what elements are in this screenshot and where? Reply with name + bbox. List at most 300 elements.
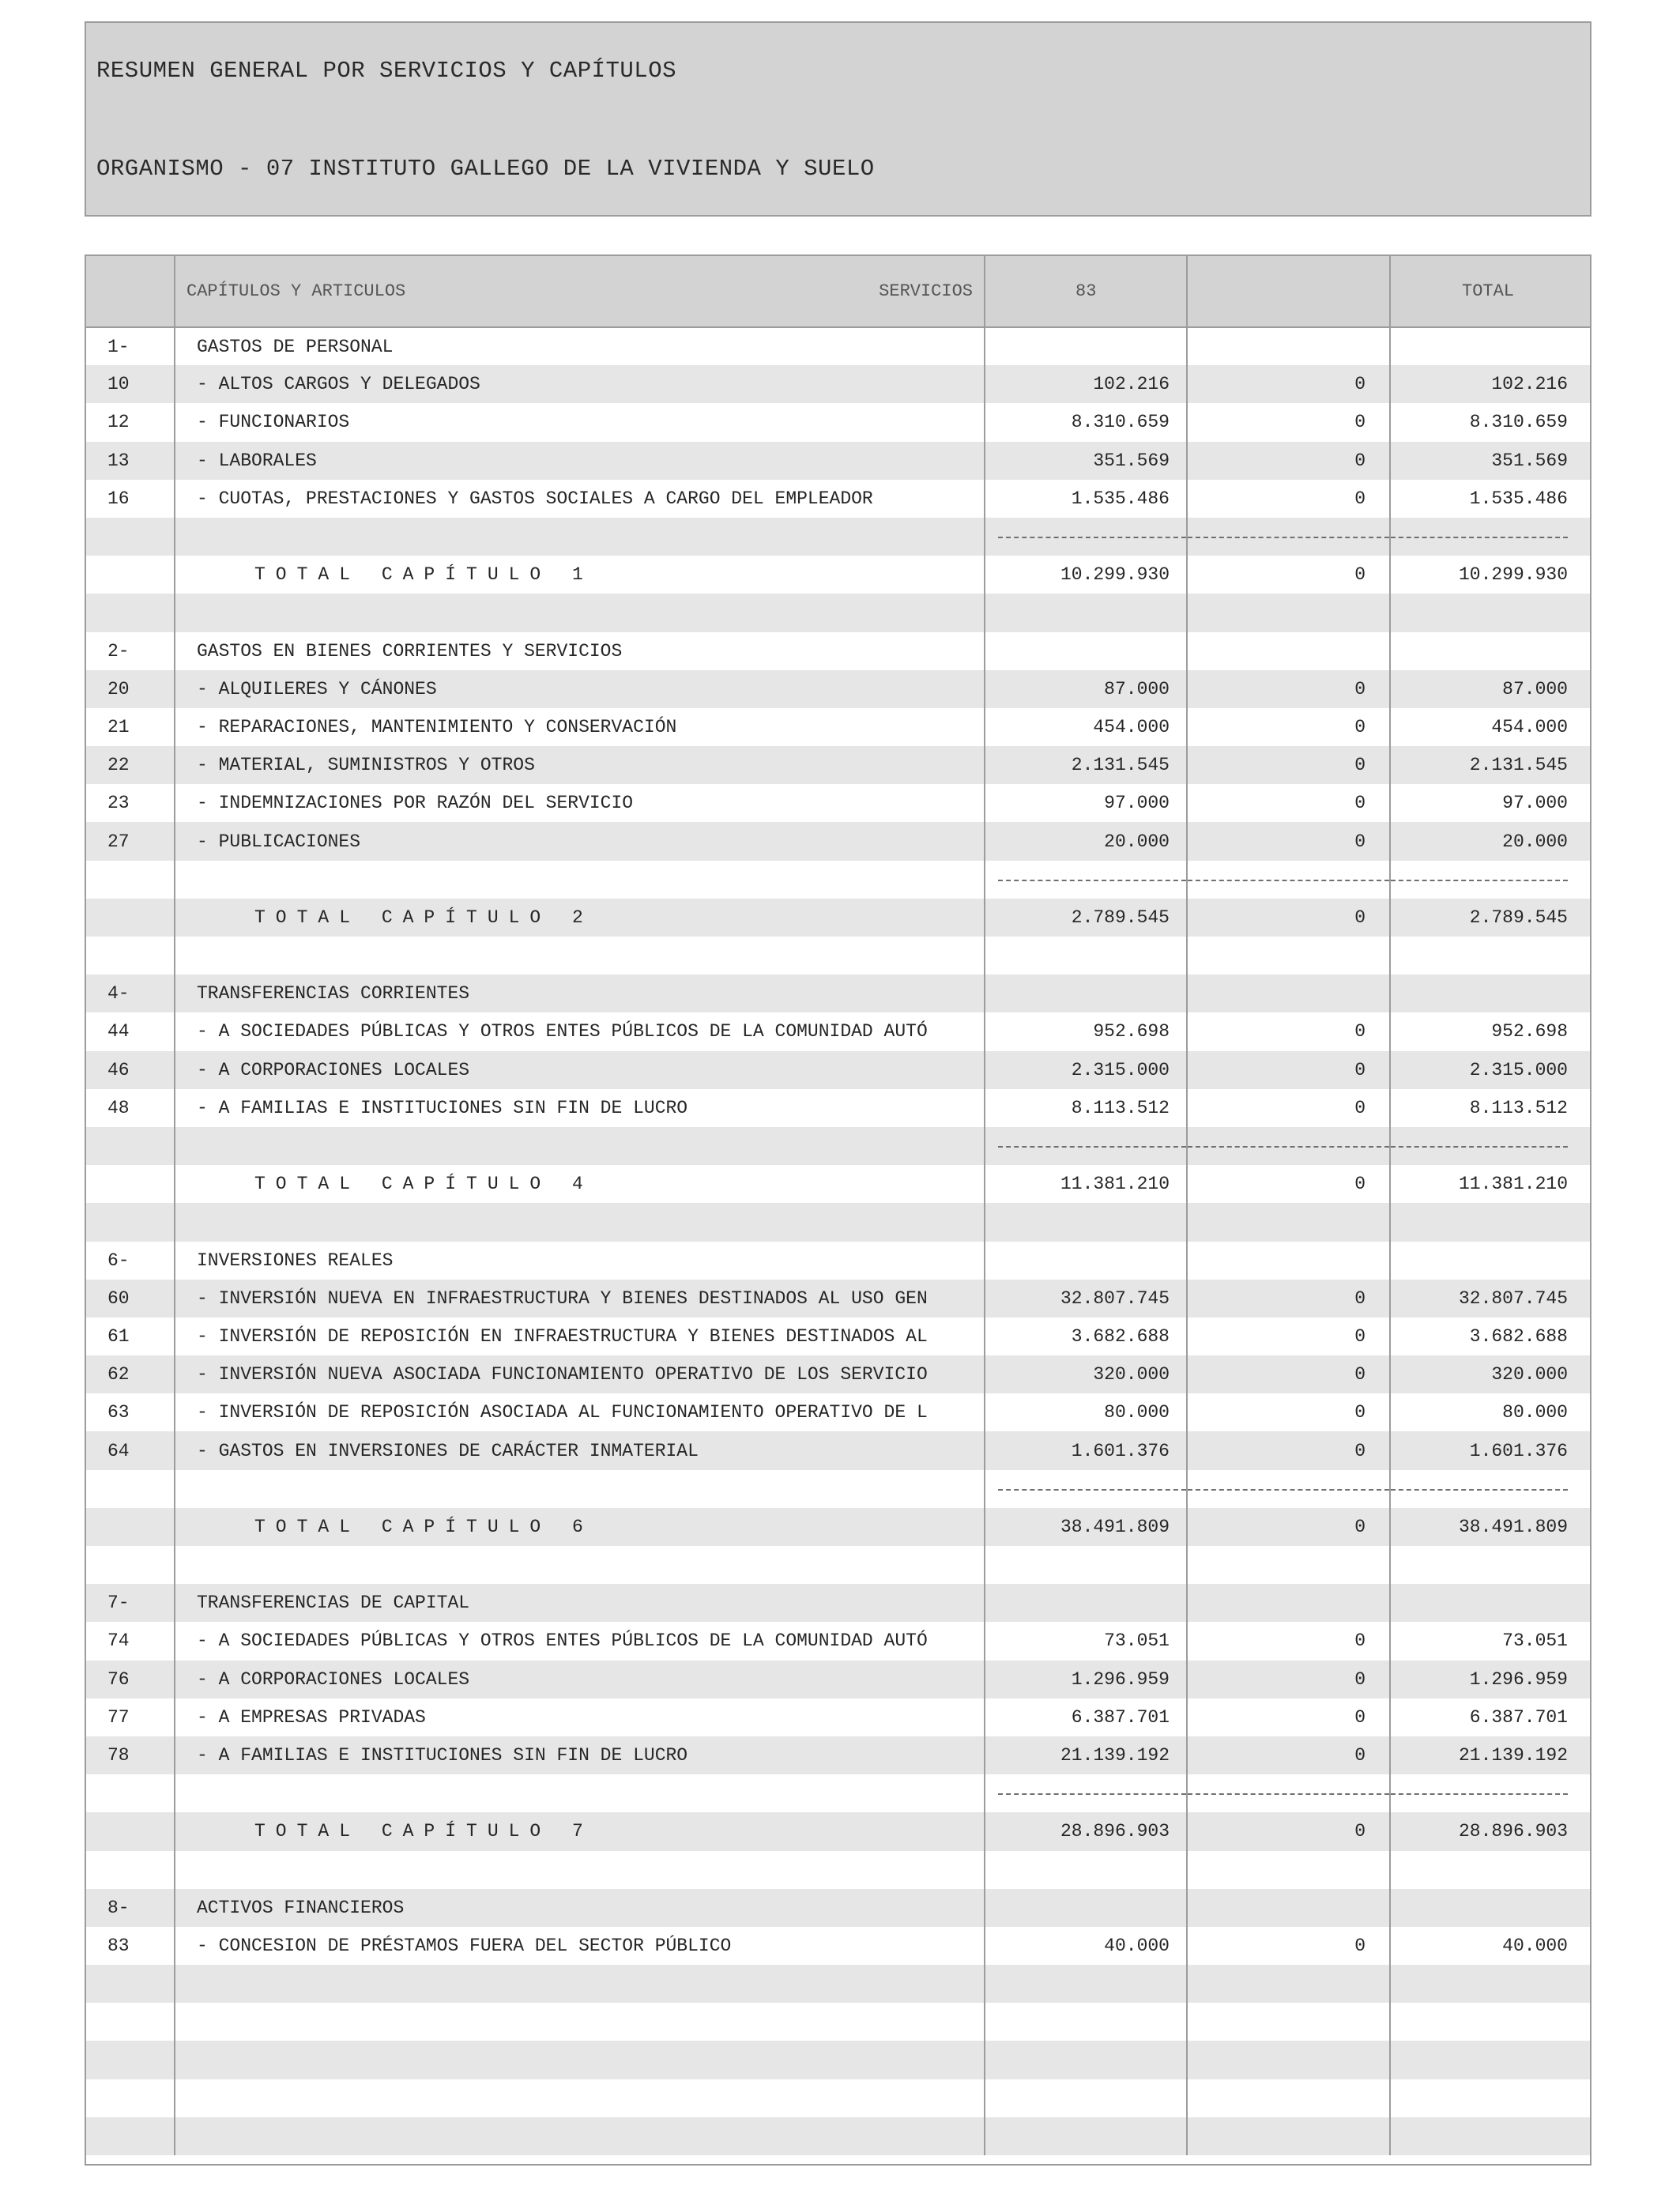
dashed-separator-line [998, 1146, 1186, 1148]
table-row-chapter [86, 974, 1590, 1012]
row-description: - ALQUILERES Y CÁNONES [175, 670, 985, 708]
row-service-83-value: 1.601.376 [985, 1431, 1187, 1469]
empty-cell [1187, 1203, 1390, 1241]
table-row-item [86, 1927, 1590, 1965]
row-total-value [1390, 974, 1590, 1012]
table-row-blank [86, 1203, 1590, 1241]
empty-cell [1187, 1546, 1390, 1584]
table-row-item [86, 784, 1590, 822]
row-total-value: 454.000 [1491, 716, 1568, 737]
row-code: 48 [86, 1089, 175, 1127]
empty-cell [1390, 594, 1590, 631]
table-row-item [86, 1622, 1590, 1660]
empty-cell [1390, 2117, 1590, 2155]
chapter-total-service-83: 10.299.930 [985, 556, 1187, 594]
header-chapters-label: CAPÍTULOS Y ARTICULOS [186, 281, 406, 301]
empty-cell [86, 2041, 175, 2079]
row-total-value: 20.000 [1502, 831, 1568, 852]
row-code: 8- [86, 1889, 175, 1927]
row-service-83-value [985, 1584, 1187, 1622]
row-code [86, 1508, 175, 1546]
row-service-83-value: 3.682.688 [985, 1318, 1187, 1355]
row-other-value [1187, 1584, 1390, 1622]
empty-cell [175, 1546, 985, 1584]
header-code-cell [86, 256, 175, 327]
chapter-total-value: 2.789.545 [1469, 907, 1568, 928]
dashed-separator-line [1188, 1489, 1389, 1491]
row-total-value: 320.000 [1491, 1364, 1568, 1385]
separator-cell [985, 518, 1187, 556]
separator-cell [1390, 861, 1590, 899]
row-description: - A SOCIEDADES PÚBLICAS Y OTROS ENTES PÚBLICOS DE LA COMUNIDAD AUTÓ [175, 1622, 985, 1660]
row-other-value: 0 [1187, 708, 1390, 746]
empty-cell [175, 2079, 985, 2117]
separator-cell [1187, 518, 1390, 556]
row-description: - LABORALES [175, 442, 985, 480]
row-code: 27 [86, 822, 175, 860]
row-code: 83 [86, 1927, 175, 1965]
row-service-83-value: 6.387.701 [985, 1698, 1187, 1736]
empty-cell [86, 2079, 175, 2117]
empty-cell [1187, 1851, 1390, 1889]
row-description: TRANSFERENCIAS DE CAPITAL [175, 1584, 985, 1622]
row-code [86, 1470, 175, 1508]
row-description: - A CORPORACIONES LOCALES [175, 1051, 985, 1089]
table-row-blank [86, 2117, 1590, 2155]
row-service-83-value: 80.000 [985, 1393, 1187, 1431]
row-description: - ALTOS CARGOS Y DELEGADOS [175, 365, 985, 403]
row-total-value: 6.387.701 [1469, 1706, 1568, 1728]
row-code: 46 [86, 1051, 175, 1089]
row-description: - INVERSIÓN DE REPOSICIÓN ASOCIADA AL FUNCIONAMIENTO OPERATIVO DE L [175, 1393, 985, 1431]
row-service-83-value: 21.139.192 [985, 1736, 1187, 1774]
chapter-total-value: 28.896.903 [1458, 1821, 1568, 1842]
row-description [175, 1774, 985, 1812]
row-total-value: 102.216 [1491, 374, 1568, 395]
row-total-value: 3.682.688 [1469, 1325, 1568, 1347]
chapter-total-value: 38.491.809 [1458, 1516, 1568, 1537]
empty-cell [1187, 2041, 1390, 2079]
header-total: TOTAL [1390, 256, 1590, 327]
row-service-83-value [985, 327, 1187, 365]
row-service-83-value: 8.310.659 [985, 403, 1187, 441]
row-total-value: 80.000 [1502, 1402, 1568, 1423]
row-other-value: 0 [1187, 1736, 1390, 1774]
row-description: GASTOS DE PERSONAL [175, 327, 985, 365]
row-total-value [1390, 1889, 1590, 1927]
dashed-separator-line [998, 1793, 1186, 1795]
row-other-value: 0 [1187, 1622, 1390, 1660]
row-other-value: 0 [1187, 1393, 1390, 1431]
table-row-item [86, 746, 1590, 784]
empty-cell [1187, 937, 1390, 974]
row-description: GASTOS EN BIENES CORRIENTES Y SERVICIOS [175, 632, 985, 670]
row-description: INVERSIONES REALES [175, 1242, 985, 1280]
table-row-item [86, 1280, 1590, 1318]
row-other-value: 0 [1187, 403, 1390, 441]
header-empty-column [1187, 256, 1390, 327]
chapter-total-label: TOTAL CAPÍTULO 7 [175, 1812, 985, 1850]
table-row-item [86, 365, 1590, 403]
row-description [175, 518, 985, 556]
chapter-total-other: 0 [1187, 1165, 1390, 1203]
chapter-total-service-83: 2.789.545 [985, 899, 1187, 937]
row-total-value: 40.000 [1502, 1935, 1568, 1956]
separator-cell [985, 1127, 1187, 1165]
chapter-total-label: TOTAL CAPÍTULO 1 [175, 556, 985, 594]
dashed-separator-line [1391, 537, 1568, 538]
row-description: - A SOCIEDADES PÚBLICAS Y OTROS ENTES PÚBLICOS DE LA COMUNIDAD AUTÓ [175, 1012, 985, 1050]
table-row-dash [86, 518, 1590, 556]
separator-cell [1390, 518, 1590, 556]
row-description: - MATERIAL, SUMINISTROS Y OTROS [175, 746, 985, 784]
row-service-83-value [985, 974, 1187, 1012]
row-service-83-value [985, 632, 1187, 670]
empty-cell [1390, 1203, 1590, 1241]
chapter-total-other: 0 [1187, 1812, 1390, 1850]
row-code: 23 [86, 784, 175, 822]
row-code: 74 [86, 1622, 175, 1660]
empty-cell [1390, 937, 1590, 974]
dashed-separator-line [998, 880, 1186, 881]
separator-cell [1390, 1470, 1590, 1508]
empty-cell [175, 937, 985, 974]
row-description [175, 861, 985, 899]
table-row-total [86, 899, 1590, 937]
row-code: 78 [86, 1736, 175, 1774]
separator-cell [1187, 861, 1390, 899]
empty-cell [86, 1851, 175, 1889]
row-service-83-value: 2.315.000 [985, 1051, 1187, 1089]
row-code [86, 518, 175, 556]
row-service-83-value [985, 1242, 1187, 1280]
row-total-value [1390, 327, 1590, 365]
row-code [86, 861, 175, 899]
row-code: 61 [86, 1318, 175, 1355]
empty-cell [1187, 1965, 1390, 2003]
row-service-83-value: 20.000 [985, 822, 1187, 860]
dashed-separator-line [1391, 1793, 1568, 1795]
row-other-value [1187, 632, 1390, 670]
table-row-item [86, 822, 1590, 860]
empty-cell [1187, 2003, 1390, 2041]
table-row-item [86, 1012, 1590, 1050]
row-total-value: 351.569 [1491, 450, 1568, 471]
table-row-total [86, 1508, 1590, 1546]
row-total-value: 1.535.486 [1469, 488, 1568, 509]
chapter-total-value: 10.299.930 [1458, 564, 1568, 586]
row-service-83-value: 97.000 [985, 784, 1187, 822]
table-row-chapter [86, 1584, 1590, 1622]
row-total-value: 952.698 [1491, 1021, 1568, 1042]
row-service-83-value: 1.535.486 [985, 480, 1187, 518]
row-description: - INVERSIÓN DE REPOSICIÓN EN INFRAESTRUCTURA Y BIENES DESTINADOS AL [175, 1318, 985, 1355]
row-service-83-value: 351.569 [985, 442, 1187, 480]
table-row-total [86, 556, 1590, 594]
empty-cell [86, 937, 175, 974]
row-other-value: 0 [1187, 1012, 1390, 1050]
row-total-value: 1.296.959 [1469, 1668, 1568, 1690]
row-description: - CONCESION DE PRÉSTAMOS FUERA DEL SECTOR PÚBLICO [175, 1927, 985, 1965]
empty-cell [175, 2117, 985, 2155]
row-total-value: 1.601.376 [1469, 1440, 1568, 1461]
separator-cell [1390, 1127, 1590, 1165]
table-row-chapter [86, 327, 1590, 365]
row-other-value: 0 [1187, 1280, 1390, 1318]
row-description: - A EMPRESAS PRIVADAS [175, 1698, 985, 1736]
row-code: 4- [86, 974, 175, 1012]
dashed-separator-line [1188, 537, 1389, 538]
row-code [86, 1812, 175, 1850]
table-row-blank [86, 2041, 1590, 2079]
empty-cell [1390, 2041, 1590, 2079]
empty-cell [175, 2003, 985, 2041]
row-description: - INVERSIÓN NUEVA ASOCIADA FUNCIONAMIENTO OPERATIVO DE LOS SERVICIO [175, 1355, 985, 1393]
row-code: 2- [86, 632, 175, 670]
table-row-blank [86, 1851, 1590, 1889]
row-code: 7- [86, 1584, 175, 1622]
row-code [86, 556, 175, 594]
row-total-value: 87.000 [1502, 678, 1568, 699]
table-row-blank [86, 937, 1590, 974]
header-chapters-cell [175, 256, 985, 327]
table-row-item [86, 1431, 1590, 1469]
chapter-total-label: TOTAL CAPÍTULO 2 [175, 899, 985, 937]
table-row-dash [86, 1127, 1590, 1165]
row-code [86, 899, 175, 937]
table-row-dash [86, 861, 1590, 899]
row-total-value: 73.051 [1502, 1630, 1568, 1652]
empty-cell [175, 594, 985, 631]
empty-cell [1187, 2079, 1390, 2117]
row-code [86, 1774, 175, 1812]
row-description: TRANSFERENCIAS CORRIENTES [175, 974, 985, 1012]
row-other-value: 0 [1187, 1355, 1390, 1393]
chapter-total-label: TOTAL CAPÍTULO 4 [175, 1165, 985, 1203]
empty-cell [86, 594, 175, 631]
row-description: - GASTOS EN INVERSIONES DE CARÁCTER INMATERIAL [175, 1431, 985, 1469]
row-service-83-value: 2.131.545 [985, 746, 1187, 784]
header-service-83: 83 [985, 256, 1187, 327]
row-code: 20 [86, 670, 175, 708]
chapter-total-other: 0 [1187, 1508, 1390, 1546]
row-total-value: 32.807.745 [1458, 1287, 1568, 1309]
dashed-separator-line [1391, 1146, 1568, 1148]
table-row-item [86, 1393, 1590, 1431]
row-total-value: 8.310.659 [1469, 412, 1568, 433]
table-row-item [86, 480, 1590, 518]
table-body [86, 327, 1590, 2155]
row-other-value [1187, 1889, 1390, 1927]
empty-cell [175, 2041, 985, 2079]
empty-cell [985, 1546, 1187, 1584]
row-service-83-value: 454.000 [985, 708, 1187, 746]
row-service-83-value: 952.698 [985, 1012, 1187, 1050]
table-row-dash [86, 1774, 1590, 1812]
row-code: 13 [86, 442, 175, 480]
row-service-83-value: 102.216 [985, 365, 1187, 403]
chapter-total-other: 0 [1187, 556, 1390, 594]
table-row-item [86, 403, 1590, 441]
row-service-83-value: 87.000 [985, 670, 1187, 708]
row-description: - FUNCIONARIOS [175, 403, 985, 441]
table-row-item [86, 1051, 1590, 1089]
empty-cell [1187, 2117, 1390, 2155]
empty-cell [1390, 2079, 1590, 2117]
table-row-total [86, 1165, 1590, 1203]
empty-cell [86, 2117, 175, 2155]
row-code: 63 [86, 1393, 175, 1431]
separator-cell [985, 1470, 1187, 1508]
empty-cell [985, 2003, 1187, 2041]
row-other-value: 0 [1187, 1318, 1390, 1355]
row-total-value: 8.113.512 [1469, 1097, 1568, 1118]
table-row-item [86, 1318, 1590, 1355]
table-row-chapter [86, 1242, 1590, 1280]
organism-title: ORGANISMO - 07 INSTITUTO GALLEGO DE LA VIVIENDA Y SUELO [96, 156, 875, 182]
row-code: 76 [86, 1661, 175, 1698]
row-other-value: 0 [1187, 746, 1390, 784]
row-service-83-value [985, 1889, 1187, 1927]
row-service-83-value: 8.113.512 [985, 1089, 1187, 1127]
chapter-total-service-83: 11.381.210 [985, 1165, 1187, 1203]
row-other-value: 0 [1187, 784, 1390, 822]
empty-cell [985, 594, 1187, 631]
empty-cell [985, 2117, 1187, 2155]
row-service-83-value: 73.051 [985, 1622, 1187, 1660]
empty-cell [985, 1965, 1187, 2003]
dashed-separator-line [1391, 880, 1568, 881]
separator-cell [1187, 1774, 1390, 1812]
row-description [175, 1127, 985, 1165]
chapter-total-other: 0 [1187, 899, 1390, 937]
table-row-item [86, 670, 1590, 708]
table-row-blank [86, 2079, 1590, 2117]
table-row-item [86, 1661, 1590, 1698]
budget-table-container [85, 254, 1591, 2166]
chapter-total-service-83: 38.491.809 [985, 1508, 1187, 1546]
row-other-value: 0 [1187, 1431, 1390, 1469]
row-description [175, 1470, 985, 1508]
row-other-value: 0 [1187, 365, 1390, 403]
table-row-item [86, 1355, 1590, 1393]
row-code: 12 [86, 403, 175, 441]
chapter-total-service-83: 28.896.903 [985, 1812, 1187, 1850]
empty-cell [86, 1965, 175, 2003]
empty-cell [985, 937, 1187, 974]
table-header-row [86, 256, 1590, 327]
table-row-dash [86, 1470, 1590, 1508]
report-header [85, 21, 1591, 217]
dashed-separator-line [998, 537, 1186, 538]
dashed-separator-line [998, 1489, 1186, 1491]
row-other-value [1187, 1242, 1390, 1280]
empty-cell [175, 1851, 985, 1889]
row-other-value: 0 [1187, 1661, 1390, 1698]
chapter-total-value: 11.381.210 [1458, 1174, 1568, 1195]
row-description: - PUBLICACIONES [175, 822, 985, 860]
table-row-blank [86, 1546, 1590, 1584]
row-total-value [1390, 1242, 1590, 1280]
dashed-separator-line [1188, 1793, 1389, 1795]
row-description: ACTIVOS FINANCIEROS [175, 1889, 985, 1927]
row-code: 64 [86, 1431, 175, 1469]
row-code [86, 1127, 175, 1165]
row-code: 62 [86, 1355, 175, 1393]
dashed-separator-line [1188, 1146, 1389, 1148]
table-row-chapter [86, 632, 1590, 670]
row-code: 1- [86, 327, 175, 365]
row-code: 6- [86, 1242, 175, 1280]
table-row-item [86, 1736, 1590, 1774]
row-code: 77 [86, 1698, 175, 1736]
empty-cell [1390, 1965, 1590, 2003]
separator-cell [1390, 1774, 1590, 1812]
table-row-blank [86, 2003, 1590, 2041]
separator-cell [985, 1774, 1187, 1812]
separator-cell [1187, 1470, 1390, 1508]
row-code [86, 1165, 175, 1203]
table-row-item [86, 1698, 1590, 1736]
empty-cell [985, 2079, 1187, 2117]
row-service-83-value: 32.807.745 [985, 1280, 1187, 1318]
row-total-value [1390, 632, 1590, 670]
empty-cell [985, 2041, 1187, 2079]
row-service-83-value: 40.000 [985, 1927, 1187, 1965]
row-service-83-value: 1.296.959 [985, 1661, 1187, 1698]
empty-cell [1390, 2003, 1590, 2041]
row-total-value: 97.000 [1502, 793, 1568, 814]
row-total-value [1390, 1584, 1590, 1622]
budget-table [86, 256, 1590, 2155]
table-row-blank [86, 1965, 1590, 2003]
row-service-83-value: 320.000 [985, 1355, 1187, 1393]
empty-cell [86, 1203, 175, 1241]
row-total-value: 2.315.000 [1469, 1059, 1568, 1080]
row-description: - INVERSIÓN NUEVA EN INFRAESTRUCTURA Y BIENES DESTINADOS AL USO GEN [175, 1280, 985, 1318]
report-title: RESUMEN GENERAL POR SERVICIOS Y CAPÍTULOS [96, 58, 677, 84]
row-other-value [1187, 974, 1390, 1012]
row-other-value: 0 [1187, 1051, 1390, 1089]
empty-cell [985, 1203, 1187, 1241]
row-description: - A FAMILIAS E INSTITUCIONES SIN FIN DE LUCRO [175, 1089, 985, 1127]
row-total-value: 21.139.192 [1458, 1745, 1568, 1766]
row-description: - INDEMNIZACIONES POR RAZÓN DEL SERVICIO [175, 784, 985, 822]
row-code: 60 [86, 1280, 175, 1318]
row-description: - CUOTAS, PRESTACIONES Y GASTOS SOCIALES A CARGO DEL EMPLEADOR [175, 480, 985, 518]
row-description: - A CORPORACIONES LOCALES [175, 1661, 985, 1698]
row-other-value: 0 [1187, 1089, 1390, 1127]
row-total-value: 2.131.545 [1469, 755, 1568, 776]
table-row-blank [86, 594, 1590, 631]
chapter-total-label: TOTAL CAPÍTULO 6 [175, 1508, 985, 1546]
row-description: - A FAMILIAS E INSTITUCIONES SIN FIN DE LUCRO [175, 1736, 985, 1774]
table-row-item [86, 1089, 1590, 1127]
row-code: 44 [86, 1012, 175, 1050]
row-other-value: 0 [1187, 480, 1390, 518]
table-row-chapter [86, 1889, 1590, 1927]
table-row-total [86, 1812, 1590, 1850]
empty-cell [1390, 1851, 1590, 1889]
empty-cell [175, 1965, 985, 2003]
dashed-separator-line [1391, 1489, 1568, 1491]
empty-cell [985, 1851, 1187, 1889]
table-row-item [86, 442, 1590, 480]
row-other-value: 0 [1187, 1698, 1390, 1736]
empty-cell [1187, 594, 1390, 631]
row-code: 21 [86, 708, 175, 746]
row-code: 16 [86, 480, 175, 518]
